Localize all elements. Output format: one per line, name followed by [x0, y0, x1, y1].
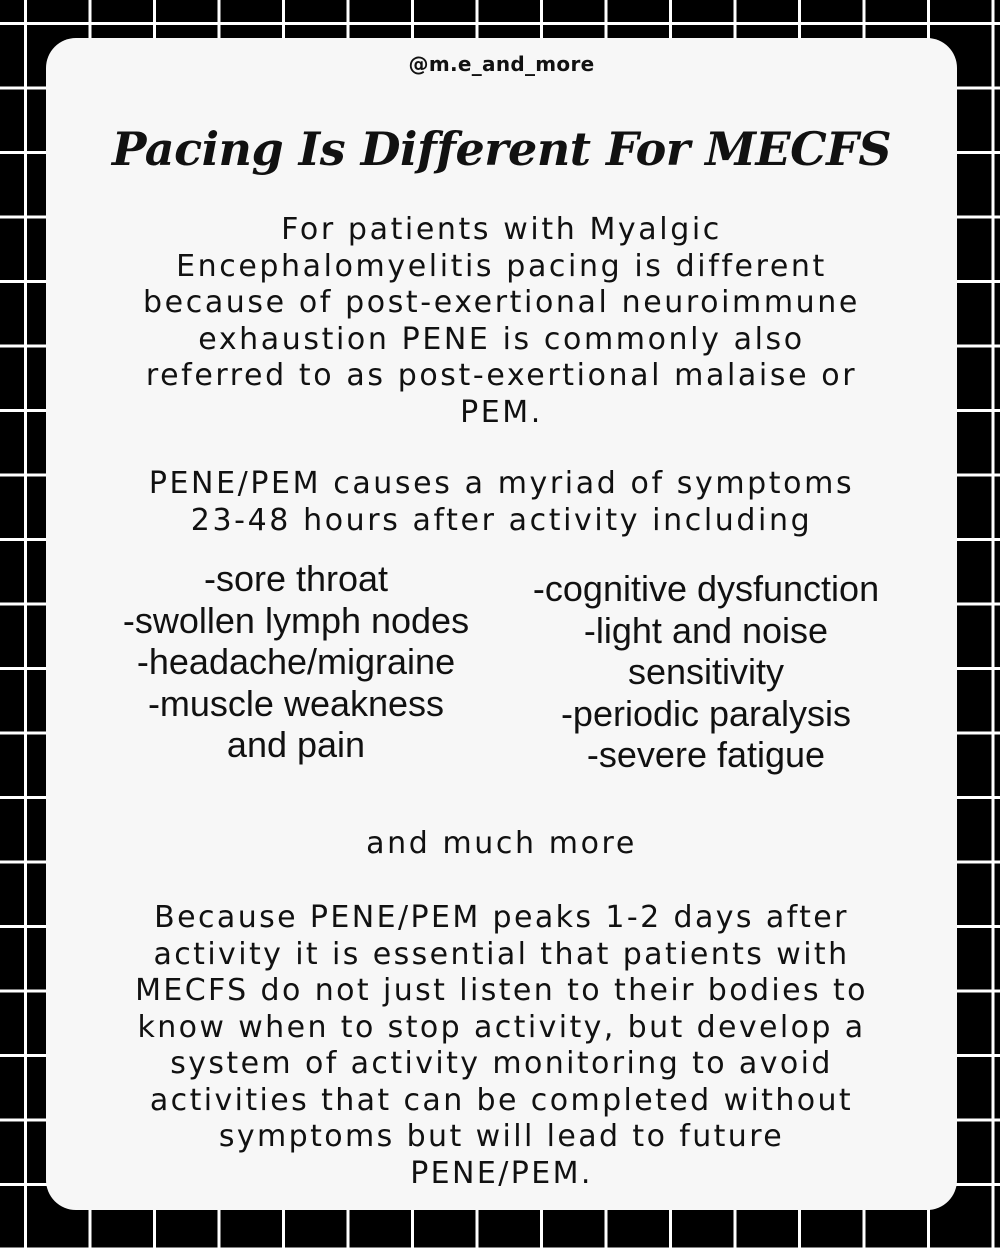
intro-paragraph: For patients with Myalgic Encephalomyelitis pacing is different because of post-exertional neuroimmune exhaustion PENE is commonly also referred to as post-exertional malaise or PEM. [143, 212, 860, 430]
symptom-item: -cognitive dysfunction [532, 568, 880, 609]
conclusion-paragraph: Because PENE/PEM peaks 1-2 days after activity it is essential that patients with MECFS do not just listen to their bodies to know when to stop activity, but develop a system of activity monitoring to avoid activities that can be completed without symptoms but will lead to future PENE/PEM. [135, 900, 868, 1191]
account-handle: @m.e_and_more [408, 52, 595, 76]
symptom-item: -headache/migraine [136, 641, 456, 682]
page-title: Pacing Is Different For MECFS [111, 122, 892, 176]
symptom-item: -swollen lymph nodes [122, 599, 470, 641]
symptom-item: -muscle weakness and pain [147, 682, 445, 765]
more-text: and much more [366, 826, 637, 861]
symptom-item: -periodic paralysis [560, 692, 852, 734]
info-card [46, 38, 957, 1210]
symptoms-intro: PENE/PEM causes a myriad of symptoms 23-48 hours after activity including [148, 466, 855, 538]
symptom-list-right [490, 568, 922, 776]
symptom-list-left [76, 558, 516, 766]
symptom-item: -light and noise sensitivity [583, 609, 829, 692]
symptom-item: -sore throat [203, 558, 389, 599]
symptom-item: -severe fatigue [586, 734, 826, 775]
